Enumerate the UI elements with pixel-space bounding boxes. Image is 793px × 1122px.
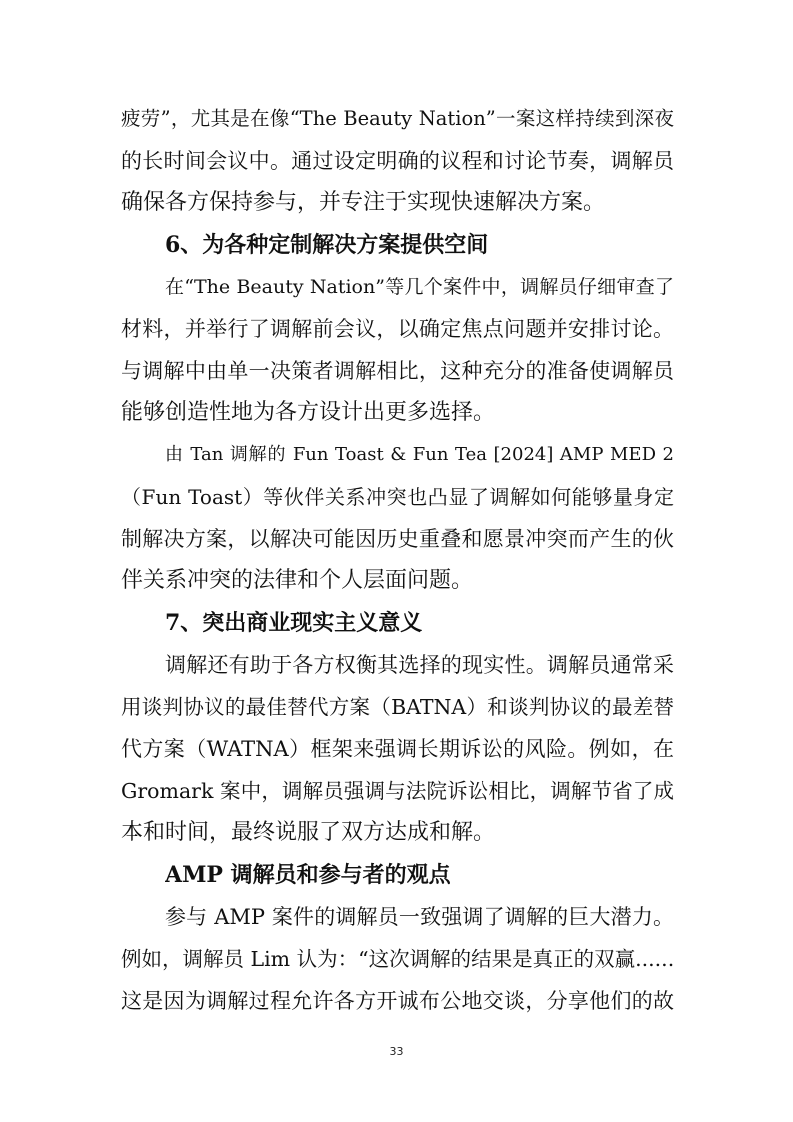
body-text-line: 能够创造性地为各方设计出更多选择。 <box>121 400 496 425</box>
body-text-line: 例如，调解员 Lim 认为：“这次调解的结果是真正的双赢...... <box>121 947 674 971</box>
section-heading: 7、突出商业现实主义意义 <box>165 610 423 636</box>
body-text-line: 代方案（WATNA）框架来强调长期诉讼的风险。例如，在 <box>121 737 674 761</box>
body-text-line: 确保各方保持参与，并专注于实现快速解决方案。 <box>121 190 606 215</box>
body-text-line: 伴关系冲突的法律和个人层面问题。 <box>121 568 474 593</box>
body-text-line: 用谈判协议的最佳替代方案（BATNA）和谈判协议的最差替 <box>121 695 674 719</box>
body-text-line: 本和时间，最终说服了双方达成和解。 <box>121 820 496 845</box>
body-text-line: 材料，并举行了调解前会议，以确定焦点问题并安排讨论。 <box>121 317 674 341</box>
body-text-line: 由 Tan 调解的 Fun Toast & Fun Tea [2024] AMP MED 2 <box>165 444 674 465</box>
body-text-line: 制解决方案，以解决可能因历史重叠和愿景冲突而产生的伙 <box>121 527 674 551</box>
body-text-line: 在“The Beauty Nation”等几个案件中，调解员仔细审查了 <box>165 276 674 298</box>
body-text-line: （Fun Toast）等伙伴关系冲突也凸显了调解如何能够量身定 <box>121 485 674 509</box>
body-text-line: 参与 AMP 案件的调解员一致强调了调解的巨大潜力。 <box>165 905 674 929</box>
section-heading: AMP 调解员和参与者的观点 <box>165 862 451 888</box>
section-heading: 6、为各种定制解决方案提供空间 <box>165 232 489 258</box>
body-text-line: 与调解中由单一决策者调解相比，这种充分的准备使调解员 <box>121 359 674 383</box>
body-text-line: 这是因为调解过程允许各方开诚布公地交谈，分享他们的故 <box>121 989 674 1013</box>
page-number: 33 <box>389 1045 404 1058</box>
body-text-line: 的长时间会议中。通过设定明确的议程和讨论节奏，调解员 <box>121 149 674 173</box>
body-text-line: 疲劳”，尤其是在像“The Beauty Nation”一案这样持续到深夜 <box>121 107 674 130</box>
body-text-line: 调解还有助于各方权衡其选择的现实性。调解员通常采 <box>165 653 674 677</box>
body-text-line: Gromark 案中，调解员强调与法院诉讼相比，调解节省了成 <box>121 779 674 803</box>
